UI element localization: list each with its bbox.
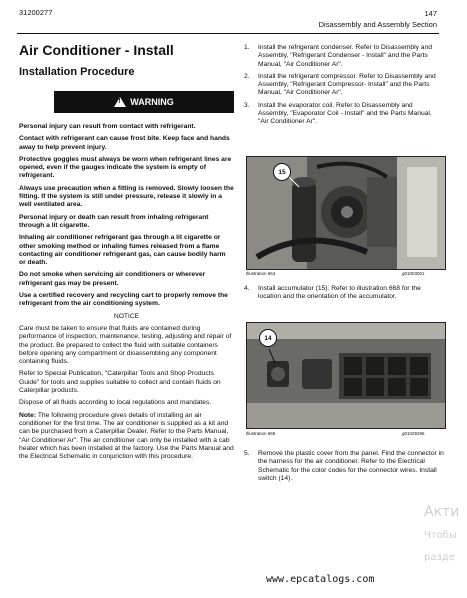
step-item (244, 450, 444, 483)
page-number: 147 (424, 9, 437, 18)
step-text: Remove the plastic cover from the panel. Find the connector in the harness for the air conditioner. Refer to the Electrical Schematic for the color codes for the connector wires. Install switch (14). (258, 450, 444, 482)
illustration-code: g01003001 (402, 271, 425, 276)
step-text: Install accumulator (15). Refer to illustration 668 for the location and the orientation of the accumulator. (258, 285, 421, 301)
step-text: Install the refrigerant condenser. Refer to Disassembly and Assembly, "Refrigerant Condenser - Install" and the Parts Manual, "Air Conditioner Ar". (258, 44, 432, 68)
step-item (244, 285, 444, 302)
step-item (244, 44, 444, 69)
source-url: www.epcatalogs.com (266, 574, 375, 585)
step-number: 1. (244, 44, 250, 51)
step-number: 3. (244, 101, 250, 109)
callout-14: 14 (259, 329, 277, 347)
step-text: Install the evaporator coil. Refer to Disassembly and Assembly, "Evaporator Coil - Install" and the Parts Manual, "Air Conditioner Ar". (258, 101, 432, 126)
step-4-block (244, 285, 444, 306)
page-title: Air Conditioner - Install (19, 42, 174, 58)
note-label: Note: (19, 411, 37, 419)
step-text: Install the refrigerant compressor. Refer to Disassembly and Assembly, "Refrigerant Compressor- Install" and the Parts Manual, "Air Conditioner Ar". (258, 72, 436, 97)
steps-column (244, 44, 444, 131)
warning-paragraph: Always use precaution when a fitting is removed. Slowly loosen the fitting. If the system is still under pressure, release it slowly in a well ventilated area. (19, 184, 234, 209)
step-5-block (244, 450, 444, 487)
note-paragraph (19, 412, 234, 462)
activation-watermark-line: Акти (424, 504, 460, 520)
warning-paragraph: Personal injury can result from contact with refrigerant. (19, 123, 196, 130)
illustration-switch-panel (246, 322, 446, 429)
warning-paragraph: Use a certified recovery and recycling cart to properly remove the refrigerant from the air conditioning system. (19, 292, 228, 308)
notice-label: NOTICE (113, 312, 140, 320)
page-header-right (319, 8, 437, 30)
left-column (19, 123, 234, 465)
step-number: 4. (244, 285, 250, 292)
warning-triangle-icon: ! (114, 97, 126, 107)
illustration-caption: Illustration 665 (246, 431, 276, 436)
illustration-accumulator (246, 156, 446, 270)
warning-paragraph: Contact with refrigerant can cause frost bite. Keep face and hands away to help prevent injury. (19, 135, 230, 151)
header-rule (17, 33, 439, 34)
warning-label: WARNING (130, 97, 174, 107)
illustration-caption: Illustration 664 (246, 271, 276, 276)
callout-15: 15 (273, 163, 291, 181)
notice-paragraph: Dispose of all fluids according to local regulations and mandates. (19, 399, 212, 407)
note-text: The following procedure gives details of installing an air conditioner for the first time. The air conditioner is supplied as a kit and can be purchased from a Caterpillar Dealer. Refer to the Parts Manual, "Air Conditioner Ar". The air conditioner can only be installed with a cab heater which has been installed at the factory. Use the Parts Manual and the Electrical Schematic in conjunction with this procedure. (19, 411, 234, 461)
warning-banner (54, 91, 234, 113)
section-title: Disassembly and Assembly Section (318, 20, 437, 29)
step-number: 2. (244, 72, 250, 80)
activation-watermark-line: разде (424, 552, 455, 563)
warning-text (19, 123, 234, 309)
activation-watermark-line: Чтобы (424, 530, 457, 541)
doc-number: 31200277 (19, 8, 53, 17)
step-item (244, 73, 444, 98)
notice-paragraph: Refer to Special Publication, "Caterpillar Tools and Shop Products Guide" for tools and supplies suitable to collect and contain fluids on Caterpillar products. (19, 370, 221, 395)
warning-paragraph: Inhaling air conditioner refrigerant gas through a lit cigarette or other smoking method or inhaling fumes released from a flame contacting air conditioner refrigerant gas, can cause bodily harm or death. (19, 234, 226, 267)
warning-paragraph: Personal injury or death can result from inhaling refrigerant through a lit cigarette. (19, 213, 209, 229)
warning-paragraph: Protective goggles must always be worn when refrigerant lines are opened, even if the gauges indicate the system is empty of refrigerant. (19, 155, 232, 180)
warning-paragraph: Do not smoke when servicing air conditioners or wherever refrigerant gas may be present. (19, 271, 206, 287)
notice-paragraph: Care must be taken to ensure that fluids are contained during performance of inspection, maintenance, testing, adjusting and repair of the product. Be prepared to collect the fluid with suitable containers before opening any compartment or disassembling any component containing fluids. (19, 324, 232, 366)
step-number: 5. (244, 450, 250, 457)
illustration-code: g01029296 (402, 431, 425, 436)
step-item (244, 102, 444, 127)
section-subtitle: Installation Procedure (19, 66, 135, 78)
